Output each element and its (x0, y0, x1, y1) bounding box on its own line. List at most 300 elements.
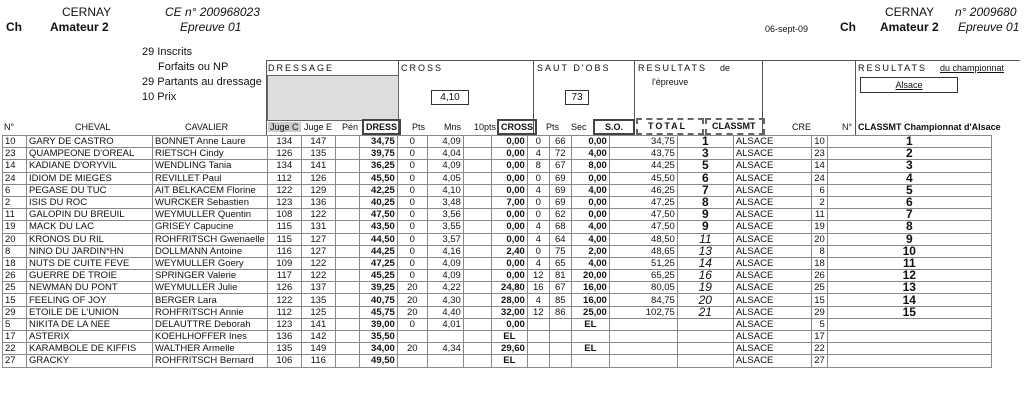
cell-cross-pts: 0 (397, 270, 427, 282)
cell-juge-e: 147 (301, 136, 335, 148)
cell-juge-c: 136 (267, 331, 301, 343)
cell-cross-pts: 0 (397, 136, 427, 148)
cell-no: 17 (3, 331, 27, 343)
cell-classmt (677, 343, 733, 355)
cell-sec: 69 (549, 172, 571, 184)
cell-juge-e: 137 (301, 282, 335, 294)
cell-total: 43,75 (609, 148, 677, 160)
cell-so-pts: 0 (527, 172, 549, 184)
cell-juge-e: 125 (301, 306, 335, 318)
table-row (3, 136, 992, 148)
cell-classmt-champ: 7 (827, 209, 991, 221)
cell-10pts (463, 270, 491, 282)
cell-so-pts: 0 (527, 136, 549, 148)
cell-so: 0,00 (571, 196, 609, 208)
cell-mns: 3,55 (427, 221, 463, 233)
cell-cre: ALSACE (733, 245, 811, 257)
cell-cavalier: ROHFRITSCH Bernard (153, 355, 268, 367)
cell-classmt: 7 (677, 184, 733, 196)
cell-cross: 0,00 (491, 270, 527, 282)
cell-cavalier: ROHFRITSCH Gwenaelle (153, 233, 268, 245)
cell-cheval: FEELING OF JOY (27, 294, 153, 306)
cell-mns: 4,09 (427, 270, 463, 282)
cell-so-pts (527, 343, 549, 355)
cell-juge-c: 112 (267, 172, 301, 184)
section-resultats: RESULTATS (638, 63, 708, 73)
cell-sec: 81 (549, 270, 571, 282)
cell-so: 0,00 (571, 136, 609, 148)
cell-so-pts: 12 (527, 306, 549, 318)
table-row (3, 343, 992, 355)
cell-classmt (677, 355, 733, 367)
cell-dress: 44,50 (359, 233, 397, 245)
cell-juge-c: 122 (267, 184, 301, 196)
section-cross: CROSS (401, 63, 444, 73)
cell-mns: 3,57 (427, 233, 463, 245)
cell-juge-c: 109 (267, 257, 301, 269)
table-row (3, 294, 992, 306)
cell-no: 8 (3, 245, 27, 257)
cell-cheval: NEWMAN DU PONT (27, 282, 153, 294)
cell-dress: 35,50 (359, 331, 397, 343)
cell-mns (427, 331, 463, 343)
cell-so-pts: 4 (527, 294, 549, 306)
cell-dress: 44,25 (359, 245, 397, 257)
cell-juge-c: 115 (267, 221, 301, 233)
cell-classmt-champ: 12 (827, 270, 991, 282)
cell-total: 47,50 (609, 221, 677, 233)
cell-cavalier: SPRINGER Valerie (153, 270, 268, 282)
championnat-region: Alsace (860, 77, 958, 93)
cell-mns: 4,09 (427, 136, 463, 148)
cell-cross-pts: 0 (397, 160, 427, 172)
cell-juge-e: 141 (301, 318, 335, 330)
table-row (3, 306, 992, 318)
cell-classmt-champ: 4 (827, 172, 991, 184)
cell-total: 65,25 (609, 270, 677, 282)
cell-cheval: GUERRE DE TROIE (27, 270, 153, 282)
cell-cross: 0,00 (491, 172, 527, 184)
cell-dress: 42,25 (359, 184, 397, 196)
cell-no: 20 (3, 233, 27, 245)
cell-10pts (463, 221, 491, 233)
cell-pen (335, 245, 359, 257)
cell-classmt: 21 (677, 306, 733, 318)
cell-sec: 67 (549, 160, 571, 172)
cell-cross-pts: 20 (397, 294, 427, 306)
cell-juge-c: 134 (267, 136, 301, 148)
cell-no: 15 (3, 294, 27, 306)
cell-no-2: 27 (811, 355, 827, 367)
cell-10pts (463, 172, 491, 184)
cell-10pts (463, 294, 491, 306)
cell-classmt-champ (827, 331, 991, 343)
cell-total (609, 355, 677, 367)
cell-no-2: 17 (811, 331, 827, 343)
cell-so: 0,00 (571, 172, 609, 184)
cell-sec (549, 331, 571, 343)
cell-no-2: 20 (811, 233, 827, 245)
cell-juge-e: 135 (301, 294, 335, 306)
cell-classmt-champ: 9 (827, 233, 991, 245)
cell-no-2: 14 (811, 160, 827, 172)
cell-cre: ALSACE (733, 294, 811, 306)
cell-mns: 4,16 (427, 245, 463, 257)
cell-classmt: 1 (677, 136, 733, 148)
cell-cheval: GRACKY (27, 355, 153, 367)
cell-cavalier: AIT BELKACEM Florine (153, 184, 268, 196)
cell-cross: 28,00 (491, 294, 527, 306)
cell-classmt-champ: 10 (827, 245, 991, 257)
cell-cavalier: WENDLING Tania (153, 160, 268, 172)
table-row (3, 270, 992, 282)
cell-sec (549, 355, 571, 367)
cell-sec: 75 (549, 245, 571, 257)
cell-juge-e: 136 (301, 196, 335, 208)
results-table (2, 135, 992, 368)
col-so: S.O. (593, 119, 635, 135)
cell-dress: 45,25 (359, 270, 397, 282)
cell-so-pts (527, 318, 549, 330)
cell-cross: 0,00 (491, 184, 527, 196)
table-row (3, 331, 992, 343)
cell-cre: ALSACE (733, 257, 811, 269)
cell-juge-e: 126 (301, 172, 335, 184)
cell-sec: 67 (549, 282, 571, 294)
cell-cross-pts: 0 (397, 196, 427, 208)
cell-total: 45,50 (609, 172, 677, 184)
cell-dress: 36,25 (359, 160, 397, 172)
col-classmt: CLASSMT (712, 121, 756, 131)
cell-total: 102,75 (609, 306, 677, 318)
cell-sec: 85 (549, 294, 571, 306)
cell-cre: ALSACE (733, 136, 811, 148)
cell-total: 51,25 (609, 257, 677, 269)
cell-no-2: 19 (811, 221, 827, 233)
cell-so-pts: 4 (527, 148, 549, 160)
col-no-2: N° (842, 122, 853, 132)
cell-juge-e: 131 (301, 221, 335, 233)
cell-no-2: 15 (811, 294, 827, 306)
cell-cre: ALSACE (733, 270, 811, 282)
cell-classmt (677, 318, 733, 330)
cell-classmt-champ: 13 (827, 282, 991, 294)
cell-no: 11 (3, 209, 27, 221)
cell-cross-pts: 0 (397, 233, 427, 245)
cell-so-pts: 0 (527, 209, 549, 221)
cell-no: 25 (3, 282, 27, 294)
cell-total: 47,50 (609, 209, 677, 221)
cell-juge-e: 116 (301, 355, 335, 367)
cell-cross-pts: 0 (397, 148, 427, 160)
table-row (3, 196, 992, 208)
du-championnat: du championnat (940, 63, 1005, 73)
cell-total: 48,65 (609, 245, 677, 257)
level-right: Amateur 2 (880, 20, 939, 34)
cell-pen (335, 318, 359, 330)
cell-10pts (463, 306, 491, 318)
cell-cre: ALSACE (733, 221, 811, 233)
cell-cross: 7,00 (491, 196, 527, 208)
cell-juge-c: 126 (267, 282, 301, 294)
cell-cheval: ASTERIX (27, 331, 153, 343)
cell-pen (335, 270, 359, 282)
cell-dress: 49,50 (359, 355, 397, 367)
cell-cre: ALSACE (733, 160, 811, 172)
table-row (3, 257, 992, 269)
cell-sec (549, 318, 571, 330)
cell-cross: 24,80 (491, 282, 527, 294)
cell-sec: 66 (549, 136, 571, 148)
ch-label-right: Ch (840, 20, 856, 34)
cell-cross: 0,00 (491, 160, 527, 172)
table-row (3, 160, 992, 172)
cell-cre: ALSACE (733, 233, 811, 245)
col-cross: CROSS (497, 119, 537, 135)
cell-cross-pts: 20 (397, 306, 427, 318)
cell-cheval: KRONOS DU RIL (27, 233, 153, 245)
cell-cavalier: RIETSCH Cindy (153, 148, 268, 160)
cell-mns: 4,05 (427, 172, 463, 184)
cell-10pts (463, 148, 491, 160)
cell-pen (335, 343, 359, 355)
cell-classmt: 9 (677, 221, 733, 233)
cell-juge-e: 142 (301, 331, 335, 343)
col-10pts: 10pts (474, 122, 497, 132)
cell-classmt-champ: 2 (827, 148, 991, 160)
cell-so: 4,00 (571, 233, 609, 245)
cell-cross-pts (397, 331, 427, 343)
cell-so-pts: 4 (527, 184, 549, 196)
cell-cavalier: ROHFRITSCH Annie (153, 306, 268, 318)
cell-so-pts: 0 (527, 196, 549, 208)
col-cheval: CHEVAL (75, 122, 111, 132)
cell-no: 6 (3, 184, 27, 196)
cell-cheval: GARY DE CASTRO (27, 136, 153, 148)
cell-so: 2,00 (571, 245, 609, 257)
col-pen: Pén (342, 122, 359, 132)
cell-sec: 62 (549, 209, 571, 221)
cell-cre: ALSACE (733, 172, 811, 184)
table-row (3, 233, 992, 245)
cell-cross: 0,00 (491, 318, 527, 330)
cell-no-2: 24 (811, 172, 827, 184)
cell-so: 25,00 (571, 306, 609, 318)
cell-juge-c: 115 (267, 233, 301, 245)
level-left: Amateur 2 (50, 20, 109, 34)
cell-juge-e: 127 (301, 233, 335, 245)
cell-juge-c: 135 (267, 343, 301, 355)
cell-sec: 86 (549, 306, 571, 318)
cell-so: 4,00 (571, 257, 609, 269)
cell-so: 0,00 (571, 209, 609, 221)
cell-juge-c: 108 (267, 209, 301, 221)
table-row (3, 318, 992, 330)
cell-no: 5 (3, 318, 27, 330)
cell-no-2: 26 (811, 270, 827, 282)
cell-cavalier: WEYMULLER Quentin (153, 209, 268, 221)
cell-juge-c: 126 (267, 148, 301, 160)
cell-total: 46,25 (609, 184, 677, 196)
col-juge-c: Juge C (270, 122, 299, 132)
section-saut: SAUT D'OBS (537, 63, 611, 73)
cell-classmt-champ: 11 (827, 257, 991, 269)
section-dressage: DRESSAGE (268, 63, 335, 73)
cell-total: 84,75 (609, 294, 677, 306)
table-row (3, 355, 992, 367)
col-classmt-champ: CLASSMT Championnat d'Alsace (858, 122, 1001, 132)
cell-cheval: GALOPIN DU BREUIL (27, 209, 153, 221)
cell-cross-pts: 0 (397, 221, 427, 233)
cell-so-pts: 4 (527, 233, 549, 245)
cell-no-2: 23 (811, 148, 827, 160)
cell-classmt: 5 (677, 160, 733, 172)
cell-cross-pts: 0 (397, 245, 427, 257)
cell-sec: 69 (549, 184, 571, 196)
col-no: N° (4, 122, 15, 132)
partants: 29 Partants au dressage (142, 76, 262, 88)
cell-cross-pts (397, 355, 427, 367)
forfaits: Forfaits ou NP (158, 61, 229, 73)
cell-10pts (463, 196, 491, 208)
cell-dress: 43,50 (359, 221, 397, 233)
cell-cre: ALSACE (733, 318, 811, 330)
cell-sec (549, 343, 571, 355)
cell-10pts (463, 355, 491, 367)
cell-pen (335, 160, 359, 172)
cell-so: 16,00 (571, 282, 609, 294)
cell-juge-e: 141 (301, 160, 335, 172)
cell-dress: 40,75 (359, 294, 397, 306)
cell-cre: ALSACE (733, 184, 811, 196)
cell-so: 4,00 (571, 148, 609, 160)
cell-dress: 47,50 (359, 209, 397, 221)
cell-cross-pts: 20 (397, 282, 427, 294)
cell-total (609, 331, 677, 343)
cell-sec: 72 (549, 148, 571, 160)
cell-cre: ALSACE (733, 343, 811, 355)
cell-juge-e: 122 (301, 257, 335, 269)
cell-juge-e: 122 (301, 209, 335, 221)
cell-cross-pts: 20 (397, 343, 427, 355)
cell-classmt: 20 (677, 294, 733, 306)
cell-pen (335, 355, 359, 367)
cell-total: 34,75 (609, 136, 677, 148)
cell-classmt-champ: 14 (827, 294, 991, 306)
cell-cheval: KARAMBOLE DE KIFFIS (27, 343, 153, 355)
cell-cheval: ETOILE DE L'UNION (27, 306, 153, 318)
cell-juge-c: 122 (267, 294, 301, 306)
cell-dress: 34,75 (359, 136, 397, 148)
cell-no: 23 (3, 148, 27, 160)
cell-classmt: 9 (677, 209, 733, 221)
table-row (3, 221, 992, 233)
ce-number-left: CE n° 200968023 (165, 5, 260, 19)
date: 06-sept-09 (765, 24, 809, 34)
cell-so-pts (527, 331, 549, 343)
cell-dress: 45,75 (359, 306, 397, 318)
cell-so: EL (571, 343, 609, 355)
cell-pen (335, 148, 359, 160)
cell-no-2: 6 (811, 184, 827, 196)
cell-no: 10 (3, 136, 27, 148)
cell-mns: 4,09 (427, 257, 463, 269)
cell-cre: ALSACE (733, 196, 811, 208)
cell-dress: 40,25 (359, 196, 397, 208)
cell-dress: 39,75 (359, 148, 397, 160)
cell-pen (335, 282, 359, 294)
cell-mns: 4,40 (427, 306, 463, 318)
cell-total (609, 318, 677, 330)
col-juge-e: Juge E (304, 122, 333, 132)
event-name-right: CERNAY (885, 5, 935, 19)
cell-no-2: 18 (811, 257, 827, 269)
cell-no: 19 (3, 221, 27, 233)
cell-cross: 0,00 (491, 257, 527, 269)
cell-cross: 29,60 (491, 343, 527, 355)
cell-so (571, 331, 609, 343)
cell-pen (335, 294, 359, 306)
cell-dress: 47,25 (359, 257, 397, 269)
cell-10pts (463, 209, 491, 221)
cell-no-2: 11 (811, 209, 827, 221)
cell-total: 44,25 (609, 160, 677, 172)
table-row (3, 172, 992, 184)
cell-so-pts: 12 (527, 270, 549, 282)
cell-classmt: 16 (677, 270, 733, 282)
section-resultats-champ: RESULTATS (858, 63, 928, 73)
cell-10pts (463, 257, 491, 269)
resultats-epreuve: l'épreuve (652, 77, 689, 87)
inscrits: 29 Inscrits (142, 46, 193, 58)
cell-juge-c: 116 (267, 245, 301, 257)
cell-cross-pts: 0 (397, 257, 427, 269)
cell-so (571, 355, 609, 367)
cell-no: 26 (3, 270, 27, 282)
cell-mns (427, 355, 463, 367)
cell-classmt-champ: 15 (827, 306, 991, 318)
table-row (3, 245, 992, 257)
cell-cheval: QUAMPEONE D'OREAL (27, 148, 153, 160)
cell-10pts (463, 318, 491, 330)
cell-no: 14 (3, 160, 27, 172)
cell-classmt-champ (827, 318, 991, 330)
cell-classmt-champ: 8 (827, 221, 991, 233)
cell-no: 2 (3, 196, 27, 208)
cell-no-2: 22 (811, 343, 827, 355)
cell-10pts (463, 184, 491, 196)
cell-classmt: 14 (677, 257, 733, 269)
cell-10pts (463, 343, 491, 355)
cell-classmt: 11 (677, 233, 733, 245)
cell-cre: ALSACE (733, 209, 811, 221)
cell-cavalier: REVILLET Paul (153, 172, 268, 184)
cell-10pts (463, 282, 491, 294)
col-cavalier: CAVALIER (185, 122, 229, 132)
cell-cheval: ISIS DU ROC (27, 196, 153, 208)
cell-cross: 0,00 (491, 148, 527, 160)
saut-time-allowed: 73 (565, 90, 589, 105)
cell-mns: 4,34 (427, 343, 463, 355)
cell-so-pts: 4 (527, 257, 549, 269)
cell-classmt: 13 (677, 245, 733, 257)
cell-total: 47,25 (609, 196, 677, 208)
ce-number-right: n° 2009680 (955, 5, 1017, 19)
cell-cross: 0,00 (491, 233, 527, 245)
cell-so-pts: 0 (527, 245, 549, 257)
cell-cheval: KADIANE D'ORYVIL (27, 160, 153, 172)
cell-juge-e: 135 (301, 148, 335, 160)
